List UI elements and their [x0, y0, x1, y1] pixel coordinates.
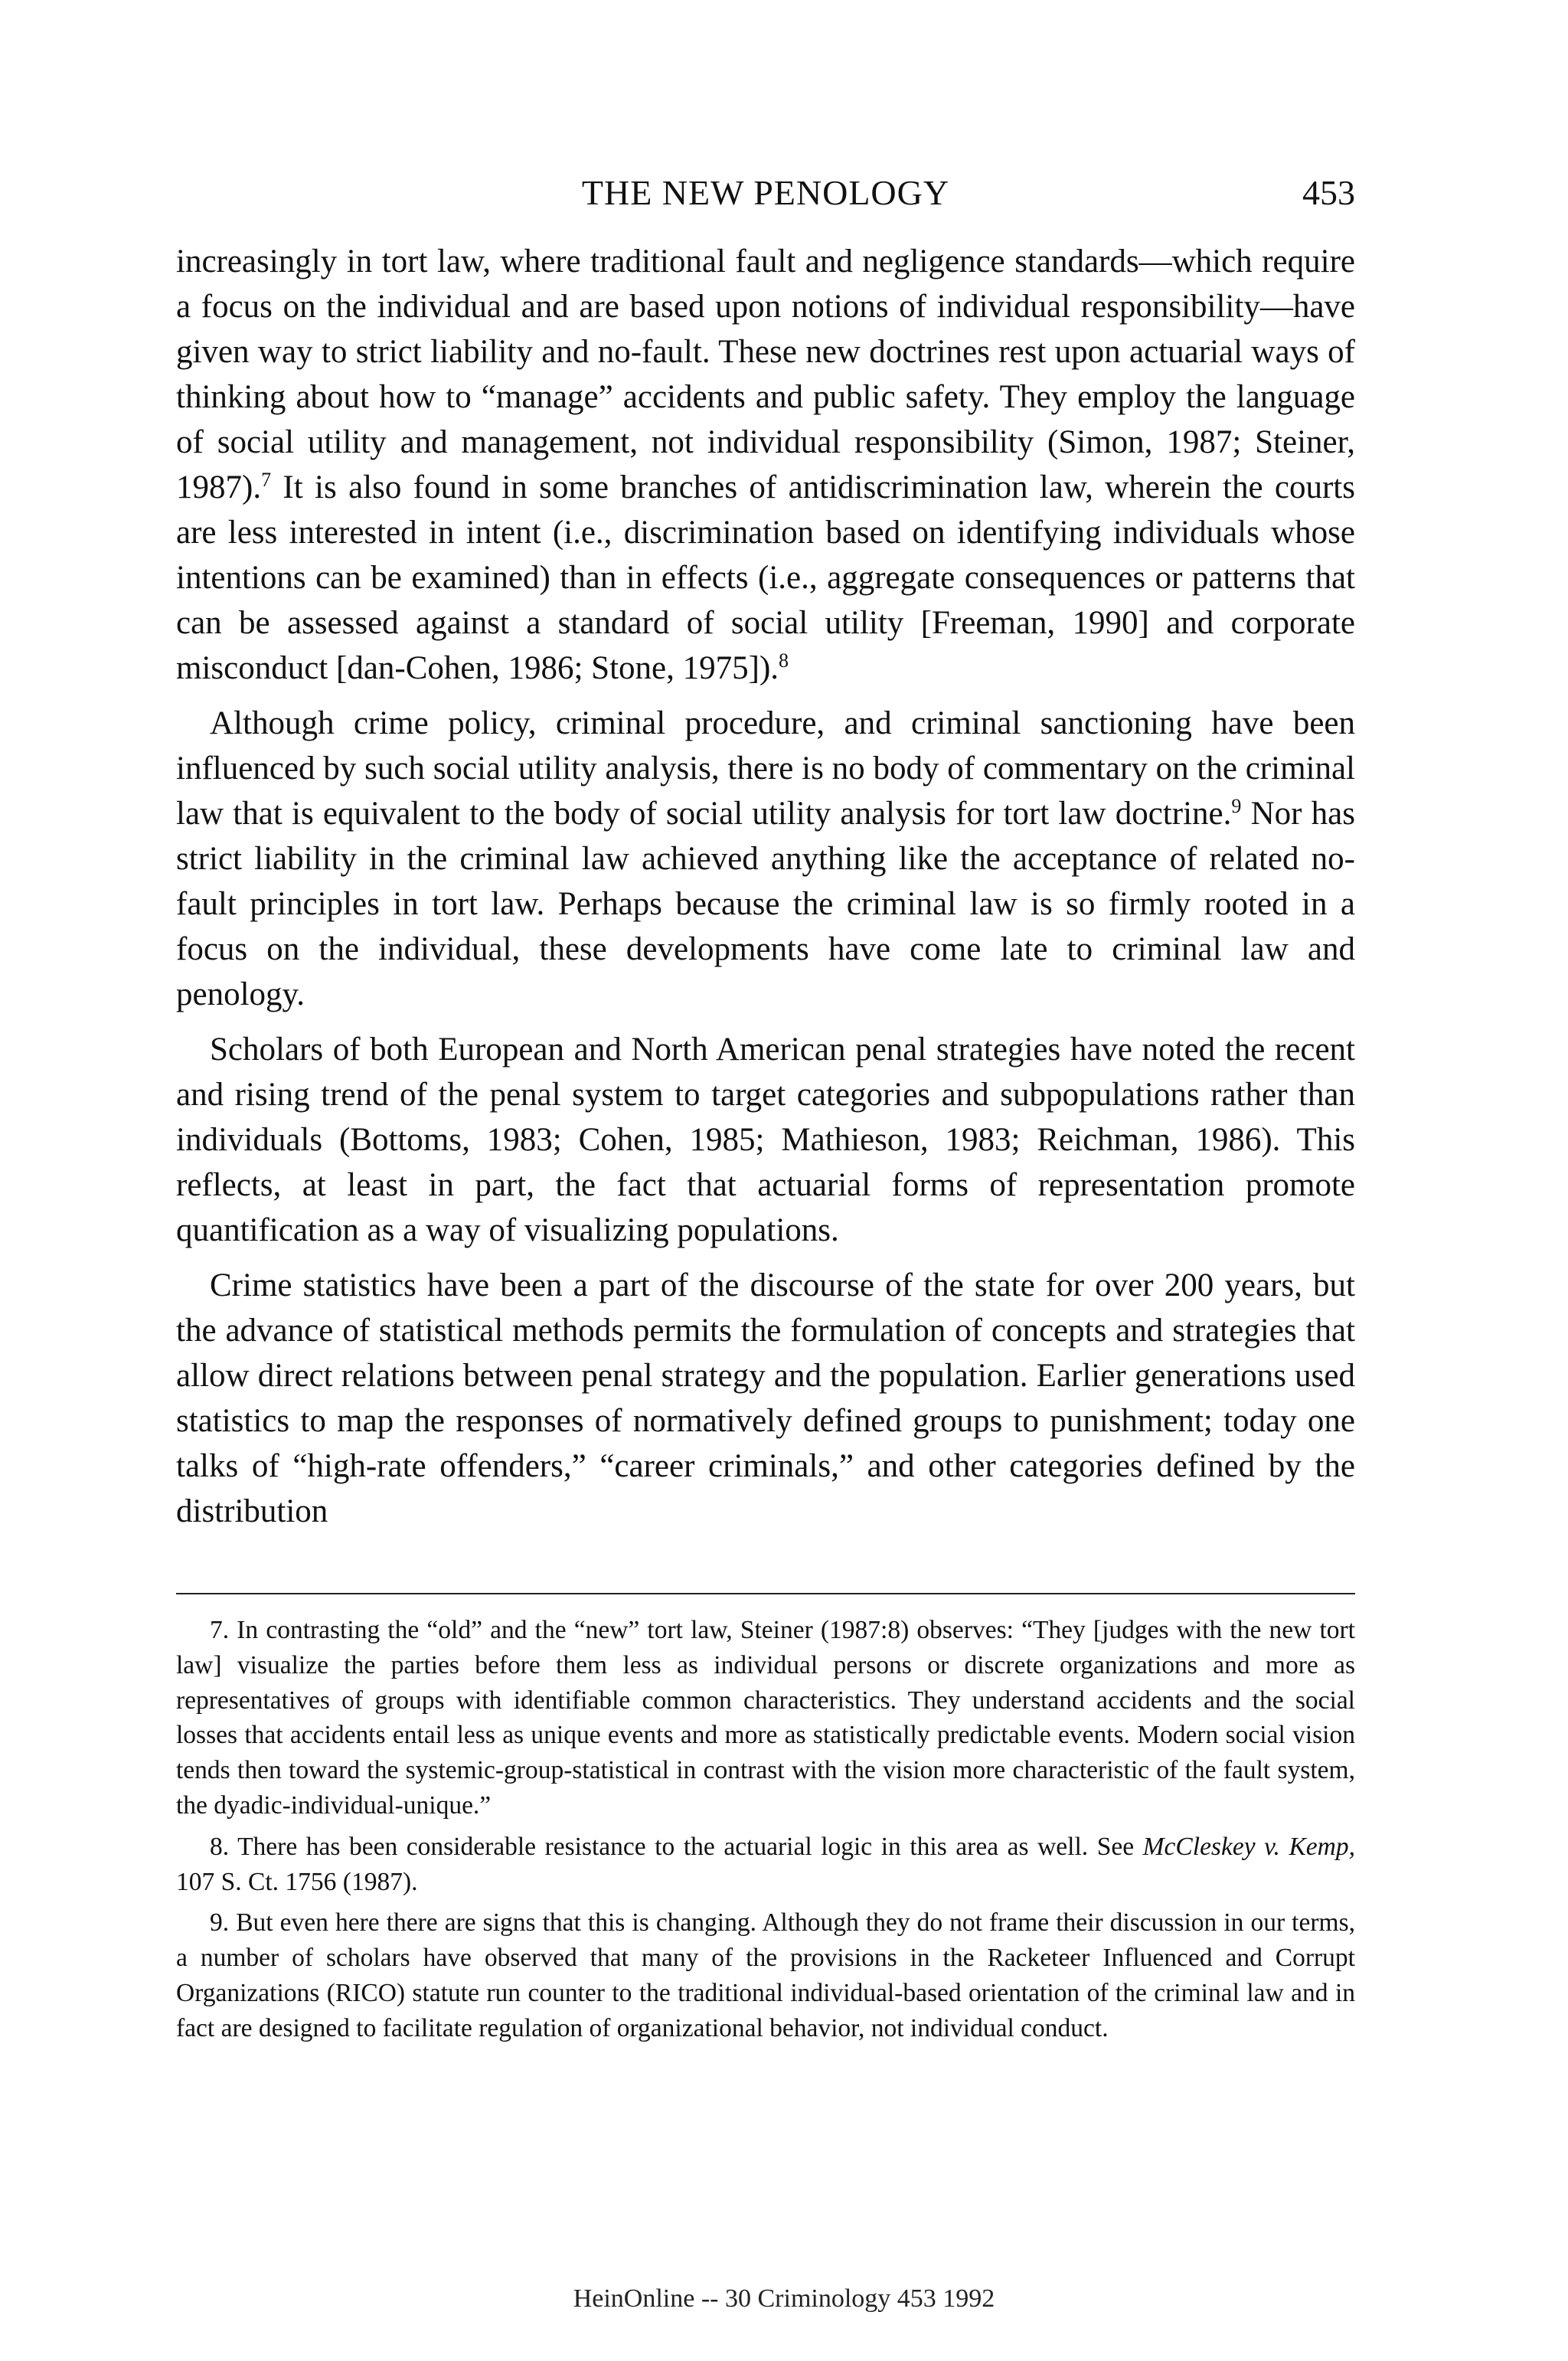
paragraph-text: Nor has strict liability in the criminal law achieved anything like the acceptance of related no-fault principles in tort law. Perhaps because the criminal law is so firmly rooted in a focus on the individual, these developments have come late to criminal law and penology. — [176, 796, 1355, 1012]
case-citation: McCleskey v. Kemp, — [1142, 1832, 1355, 1861]
footnote-ref-8[interactable]: 8 — [779, 649, 789, 672]
footnotes — [176, 1613, 1355, 2052]
paragraph-social-utility — [176, 701, 1355, 1017]
footnote-ref-9[interactable]: 9 — [1231, 795, 1242, 817]
footnote-9: 9. But even here there are signs that this is changing. Although they do not frame their discussion in our terms, a number of scholars have observed that many of the provisions in the Racketeer Influenced and Corrupt Organizations (RICO) statute run counter to the traditional individual-based orientation of the criminal law and in fact are designed to facilitate regulation of organizational behavior, not individual conduct. — [176, 1908, 1355, 2042]
footnote-divider — [176, 1593, 1355, 1594]
paragraph-continued — [176, 239, 1355, 691]
source-footer: HeinOnline -- 30 Criminology 453 1992 — [573, 2284, 995, 2313]
footnote-text: 107 S. Ct. 1756 (1987). — [176, 1867, 418, 1896]
paragraph-text: increasingly in tort law, where traditional fault and negligence standards—which require a focus on the individual and are based upon notions of individual responsibility—have given way to strict liability and no-fault. These new doctrines rest upon actuarial ways of thinking about how to “manage” accidents and public safety. They employ the language of social utility and management, not individual responsibility (Simon, 1987; Steiner, 1987). — [176, 244, 1355, 505]
footnote-8 — [176, 1830, 1355, 1900]
footnote-7: 7. In contrasting the “old” and the “new” tort law, Steiner (1987:8) observes: “They [judges with the new tort law] visualize the parties before them less as individual persons or discrete organizations and more as representatives of groups with identifiable common characteristics. They understand accidents and the social losses that accidents entail less as unique events and more as statistically predictable events. Modern social vision tends then toward the systemic-group-statistical in contrast with the vision more characteristic of the fault system, the dyadic-individual-unique.” — [176, 1616, 1355, 1820]
paragraph-text: It is also found in some branches of antidiscrimination law, wherein the courts are less interested in intent (i.e., discrimination based on identifying individuals whose intentions can be examined) than in effects (i.e., aggregate consequences or patterns that can be assessed against a standard of social utility [Freeman, 1990] and corporate misconduct [dan-Cohen, 1986; Stone, 1975]). — [176, 469, 1355, 686]
running-title: THE NEW PENOLOGY — [581, 173, 950, 212]
footnote-text: 8. There has been considerable resistance to the actuarial logic in this area as well. See — [210, 1832, 1143, 1861]
page-number: 453 — [1302, 173, 1355, 212]
paragraph-text: Although crime policy, criminal procedure, and criminal sanctioning have been influenced by such social utility analysis, there is no body of commentary on the criminal law that is equivalent to the body of social utility analysis for tort law doctrine. — [176, 705, 1355, 832]
body-text — [176, 239, 1355, 1544]
paragraph-crime-statistics: Crime statistics have been a part of the discourse of the state for over 200 years, but the advance of statistical methods permits the formulation of concepts and strategies that allow direct relations between penal strategy and the population. Earlier generations used statistics to map the responses of normatively defined groups to punishment; today one talks of “high-rate offenders,” “career criminals,” and other categories defined by the distribution — [176, 1267, 1355, 1529]
running-head — [176, 170, 1355, 216]
paragraph-penal-strategies: Scholars of both European and North American penal strategies have noted the recent and rising trend of the penal system to target categories and subpopulations rather than individuals (Bottoms, 1983; Cohen, 1985; Mathieson, 1983; Reichman, 1986). This reflects, at least in part, the fact that actuarial forms of representation promote quantification as a way of visualizing populations. — [176, 1032, 1355, 1248]
footnote-ref-7[interactable]: 7 — [261, 469, 272, 491]
